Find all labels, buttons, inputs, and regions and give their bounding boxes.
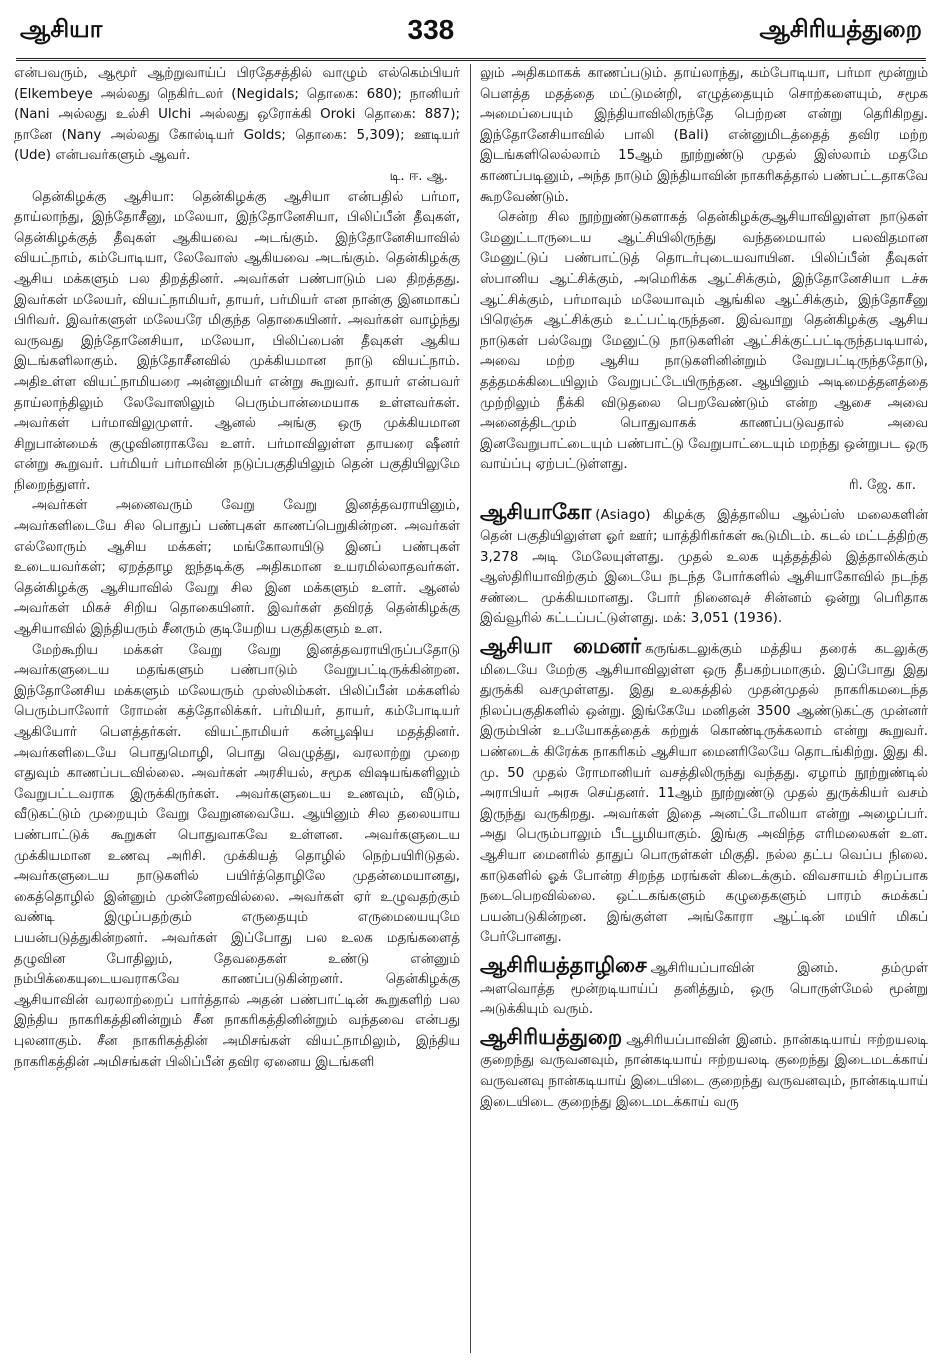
paragraph: என்பவரும், ஆமூர் ஆற்றுவாய்ப் பிரதேசத்தில் வாழும் எல்கெம்பியர் (Elkembeye அல்லது நெகிர்டலர் (Negidals; தொகை: 680); நானியர் (Nani அல்லது உல்சி Ulchi அல்லது ஒரோக்கி Oroki தொகை: 887); நானே (Nany அல்லது கோல்டியர் Golds; தொகை: 5,309); ஊடியர் (Ude) என்பவர்களும் ஆவர். (14, 66, 460, 164)
entry-asia-minor (480, 636, 928, 949)
entry-heading: ஆசிரியத்துறை (480, 1024, 623, 1049)
author-initials: ரி. ஜே. கா. (848, 477, 916, 493)
entry-body: (Asiago) கிழக்கு இத்தாலிய ஆல்ப்ஸ் மலைகளின் தென் பகுதியிலுள்ள ஓர் ஊர்; யாத்திரிகர்கள் கூடுமிடம். கடல் மட்டத்திற்கு 3,278 அடி மேலேயுள்ளது. முதல் உலக யுத்தத்தில் இத்தாலிக்கும் ஆஸ்திரியாவிற்கும் இடையே நடந்த போர்களில் ஆசியாகோவில் நடந்த சண்டை முக்கியமானது. போர் நினைவுச் சின்னம் ஒன்று பெரிதாக இவ்வூரில் கட்டப்பட்டுள்ளது. மக்: 3,051 (1936). (480, 508, 928, 627)
right-running-title: ஆசிரியத்துறை (759, 14, 922, 43)
entry-heading: ஆசியாகோ (480, 500, 592, 525)
paragraph: தென்கிழக்கு ஆசியா: தென்கிழக்கு ஆசியா என்பதில் பர்மா, தாய்லாந்து, இந்தோசீனு, மலேயா, இந்தோனேசியா, பிலிப்பீன் தீவுகள், தென்கிழக்குத் தீவுகள் ஆகியவை அடங்கும். இந்தோனேசியாவில் வியட்நாம், கம்போடியா, லேவோஸ் ஆகியவை அடங்கும். தென்கிழக்கு ஆசிய மக்களும் பல திறத்தினர். அவர்கள் பண்பாடும் பல திறத்தது. இவர்கள் மலேயர், வியட்நாமியர், தாயர், பர்மியர் என நான்கு இனமாகப் பிரிவர். இவர்களுள் மலேயரே மிகுந்த தொகையினர். அவர்கள் வாழ்ந்து வருவது இந்தோனேசியா, மலேயா, பிலிப்பைன் தீவுகள் ஆகிய இடங்களிலாகும். இந்தோசீனவில் முக்கியமான நாடு வியட்நாம். அதிஉள்ள வியட்நாமியரை அன்னுமியர் என்று கூறுவர். தாயர் என்பவர் தாய்லாந்திலும் லேவோஸிலும் பெரும்பான்மையாக உள்ளவர்கள். அவர்கள் பர்மாவிலுமுளர். ஆனல் அங்கு ஒரு முக்கியமான சிறுபான்மைக் குழுவினராகவே உளர். பர்மாவிலுள்ள தாயரை ஷீனர் என்று கூறுவர். பர்மியர் பர்மாவின் நடுப்பகுதியிலும் தென் பகுதியிலுமே நிறைந்துளர். (14, 189, 460, 493)
entry-heading: ஆசிரியத்தாழிசை (480, 952, 647, 977)
author-initials: டி. ஈ. ஆ. (389, 168, 448, 184)
right-column (480, 64, 928, 1354)
entry-body: ஆசிரியப்பாவின் இனம். நான்கடியாய் ஈற்றயலடி குறைந்து வருவனவும், நான்கடியாய் ஈற்றயலடி குறைந்து இடைமடக்காய் வருவனவு நான்கடியாய் இடையிடை குறைந்து வருவனவும், நான்கடியாய் இடையிடை குறைந்து இடைமடக்காய் வரு (480, 1032, 928, 1110)
left-running-title: ஆசியா (20, 14, 103, 43)
paragraph: சென்ற சில நூற்றுண்டுகளாகத் தென்கிழக்குஆசியாவிலுள்ள நாடுகள் மேனுட்டாருடைய ஆட்சியிலிருந்து வந்தமையால் பலவிதமான மேனுட்டுப் பண்பாட்டுத் தொடர்புடையவாயின. பிலிப்பீன் தீவுகள் ஸ்பானிய ஆட்சிக்கும், அமெரிக்க ஆட்சிக்கும், இந்தோனேசியா டச்சு ஆட்சிக்கும், பர்மாவும் மலேயாவும் ஆங்கில ஆட்சிக்கும், இந்தோசீனு பிரெஞ்சு ஆட்சிக்கும் உட்பட்டிருந்தன. இவ்வாறு தென்கிழக்கு ஆசிய நாடுகள் பல்வேறு மேனுட்டு நாடுகளின் ஆட்சிக்குட்பட்டிருந்தபடியால், அவை மற்ற ஆசிய நாடுகளினின்றும் வேறுபட்டிருந்ததோடு, தத்தமக்கிடையிலும் வேறுபட்டேயிருந்தன. ஆயினும் அடிமைத்தனத்தை முற்றிலும் நீக்கி விடுதலை பெறவேண்டும் என்ற ஆசை அவை அனைத்திடமும் பொதுவாகக் காணப்படுவதால் அவை இனவேறுபாட்டையும் பண்பாட்டு வேறுபாட்டையும் மறந்து ஒன்றுபட ஒரு வாய்ப்பு ஏற்பட்டுள்ளது. (480, 210, 928, 473)
entry-heading: ஆசியா மைனர் (480, 634, 642, 659)
paragraph: லும் அதிகமாகக் காணப்படும். தாய்லாந்து, கம்போடியா, பர்மா மூன்றும் பௌத்த மதத்தை மட்டுமன்றி, எழுத்தையும் சொற்களையும், சமூக அமைப்பையும் இந்தியாவிலிருந்தே பெற்றன என்று தெரிகிறது. இந்தோனேசியாவில் பாலி (Bali) என்னுமிடத்தைத் தவிர மற்ற இடங்களிலெல்லாம் 15ஆம் நூற்றுண்டு முதல் இஸ்லாம் மதமே காணப்படினும், அந்த நாடும் இந்தியாவின் நாகரிகத்தால் பண்பட்டதாகவே கூறவேண்டும். (480, 66, 928, 205)
entry-asiriyathazhisai (480, 952, 928, 1021)
left-column (14, 64, 460, 1354)
entry-asiriyathurai (480, 1024, 928, 1113)
paragraph: அவர்கள் அனைவரும் வேறு வேறு இனத்தவராயினும், அவர்களிடையே சில பொதுப் பண்புகள் காணப்பெறுகின்றன. அவர்கள் எல்லோரும் ஆசிய மக்கள்; மங்கோலாயிடு இனப் பண்புகள் உடையவர்கள்; ஏறத்தாழ ஐந்தடிக்கு அதிகமான உயரமில்லாதவர்கள். தென்கிழக்கு ஆசியாவில் வேறு சில இன மக்களும் உளர். ஆனல் அவர்கள் மிகச் சிறிய தொகையினர். இவர்கள் தவிரத் தென்கிழக்கு ஆசியாவில் இந்தியரும் சீனரும் குடியேறிய பகுதிகளும் உள. (14, 498, 460, 638)
header-rule (16, 58, 926, 61)
entry-asiago (480, 502, 928, 630)
page-number: 338 (407, 14, 455, 45)
entry-body: கருங்கடலுக்கும் மத்திய தரைக் கடலுக்கு மிடையே மேற்கு ஆசியாவிலுள்ள ஒரு தீபகற்பமாகும். இப்போது இது துருக்கி வசமுள்ளது. இது உலகத்தில் முதன்முதல் நாகரிகமடைந்த நிலப்பகுதிகளில் ஒன்று. இங்கேயே மனிதன் 3500 ஆண்டுகட்கு முன்னர் இரும்பின் உபயோகத்தைக் கற்றுக் கொண்டிருக்கலாம் என்று கூறுவர். பண்டைக் கிரேக்க நாகரிகம் ஆசியா மைனரிலேயே தொடங்கிற்று. இது கி. மு. 50 முதல் ரோமானியர் வசத்திலிருந்து வந்தது. ஏழாம் நூற்றுண்டில் அராபியர் அரசு செய்தனர். 11ஆம் நூற்றுண்டு முதல் துருக்கியர் வசம் இருந்து வருகிறது. அவர்கள் இதை அனட்டோலியா என்று அழைப்பர். அது பெரும்பாலும் பீடபூமியாகும். இங்கு அவிந்த எரிமலைகள் உள. ஆசியா மைனரில் தாதுப் பொருள்கள் மிகுதி. நல்ல தட்ப வெப்ப நிலை. காடுகளில் ஓக் போன்ற சிறந்த மரங்கள் கிடைக்கும். விவசாயம் சிறப்பாக நடைபெறவில்லை. ஒட்டகங்களும் கழுதைகளும் பாரம் சுமக்கப் பயன்படுகின்றன. இங்குள்ள அங்கோரா ஆட்டின் மயிர் மிகப் பேர்போனது. (480, 642, 928, 946)
paragraph: மேற்கூறிய மக்கள் வேறு வேறு இனத்தவராயிருப்பதோடு அவர்களுடைய மதங்களும் பண்பாடும் வேறுபட்டிருக்கின்றன. இந்தோனேசிய மக்களும் மலேயரும் முஸ்லிம்கள். பிலிப்பீன் மக்களில் பெரும்பாலோர் ரோமன் கத்தோலிக்கர். பர்மியர், தாயர், கம்போடியர் ஆகியோர் பௌத்தர்கள். வியட்நாமியர் கன்பூஷிய மதத்தினர். அவர்களிடையே பொதுமொழி, பொது வெழுத்து, வரலாற்று முறை எதுவும் காணப்படவில்லை. அவர்கள் அரசியல், சமூக விஷயங்களிலும் வேறுபட்டவராக இருக்கிருர்கள். அவர்களுடைய உணவும், வீடும், வீடுகட்டும் முறையும் வேறு வேறுனவையே. ஆயினும் சில தலையாய பண்பாட்டுக் கூறுகள் பொதுவாகவே உள்ளன. அவர்களுடைய முக்கியமான உணவு அரிசி. முக்கியத் தொழில் நெற்பயிரிடுதல். அவர்களுடைய நாடுகளில் பயிர்த்தொழிலே முதன்மையானது, கைத்தொழில் இன்னும் முன்னேறவில்லை. அவர்கள் ஏர் உழுவதற்கும் வண்டி இழுப்பதற்கும் எருதையும் எருமையையுமே பயன்படுத்துகின்றனர். அவர்கள் இப்போது பல உலக மதங்களைத் தழுவின போதிலும், தேவதைகள் உண்டு என்னும் நம்பிக்கையுடையவராகவே காணப்படுகின்றனர். தென்கிழக்கு ஆசியாவின் வரலாற்றைப் பார்த்தால் அதன் பண்பாட்டின் கூறுகளிற் பல இந்திய நாகரிகத்தினின்றும் சீன நாகரிகத்தினின்றும் வந்தவை என்பது புலனாகும். சீன நாகரிகத்தின் அமிசங்கள் வியட்நாமிலும், இந்திய நாகரிகத்தின் அமிசங்கள் பிலிப்பீன் தவிர ஏனைய இடங்களி (14, 642, 460, 1070)
page-header (20, 8, 922, 52)
entry-body: ஆசிரியப்பாவின் இனம். தம்முள் அளவொத்த மூன்றடியாய்ப் தனித்தும், ஒரு பொருள்மேல் மூன்று அடுக்கியும் வரும். (480, 960, 928, 1018)
column-divider (470, 64, 471, 1353)
